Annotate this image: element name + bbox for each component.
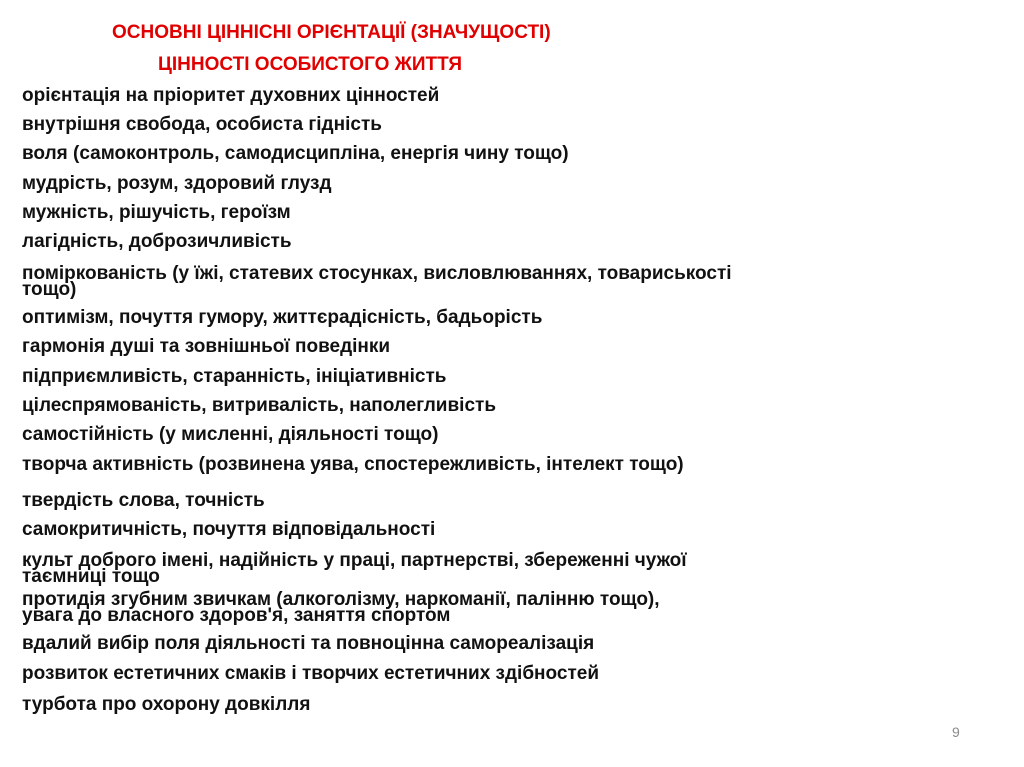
list-item: мудрість, розум, здоровий глузд [22,173,332,194]
list-item: творча активність (розвинена уява, спостережливість, інтелект тощо) [22,454,684,475]
list-item: внутрішня свобода, особиста гідність [22,114,382,135]
slide-subtitle: ЦІННОСТІ ОСОБИСТОГО ЖИТТЯ [158,54,463,75]
list-item: увага до власного здоров'я, заняття спортом [22,605,451,626]
list-item: таємниці тощо [22,566,160,587]
list-item: самокритичність, почуття відповідальності [22,519,436,540]
list-item: вдалий вибір поля діяльності та повноцінна самореалізація [22,633,595,654]
list-item: лагідність, доброзичливість [22,231,292,252]
list-item: підприємливість, старанність, ініціативність [22,366,447,387]
list-item: орієнтація на пріоритет духовних цінностей [22,85,440,106]
list-item: поміркованість (у їжі, статевих стосунках, висловлюваннях, товариськості [22,263,732,284]
page-number: 9 [952,724,960,740]
list-item: мужність, рішучість, героїзм [22,202,291,223]
list-item: твердість слова, точність [22,490,265,511]
list-item: турбота про охорону довкілля [22,694,311,715]
list-item: оптимізм, почуття гумору, життєрадісність, бадьорість [22,307,543,328]
list-item: тощо) [22,279,77,300]
list-item: розвиток естетичних смаків і творчих естетичних здібностей [22,663,600,684]
list-item: воля (самоконтроль, самодисципліна, енергія чину тощо) [22,143,569,164]
slide-title: ОСНОВНІ ЦІННІСНІ ОРІЄНТАЦІЇ (ЗНАЧУЩОСТІ) [112,22,551,43]
list-item: самостійність (у мисленні, діяльності тощо) [22,424,439,445]
list-item: культ доброго імені, надійність у праці, партнерстві, збереженні чужої [22,550,687,571]
list-item: гармонія душі та зовнішньої поведінки [22,336,391,357]
list-item: протидія згубним звичкам (алкоголізму, наркоманії, палінню тощо), [22,589,660,610]
list-item: цілеспрямованість, витривалість, наполегливість [22,395,496,416]
